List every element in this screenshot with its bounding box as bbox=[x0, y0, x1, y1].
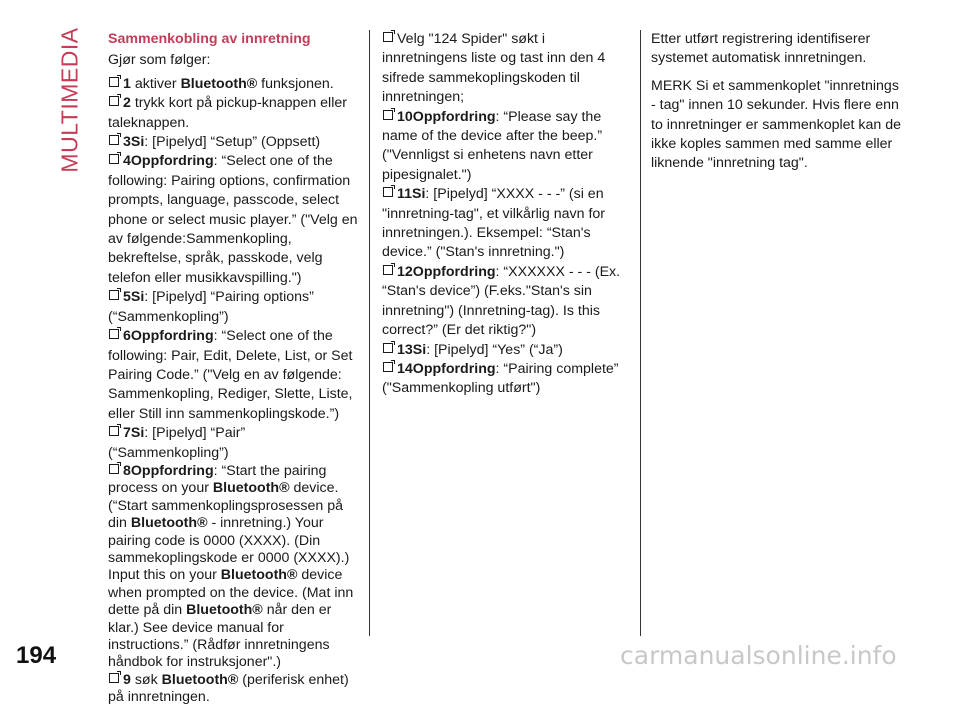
intro-text: Gjør som følger: bbox=[108, 52, 211, 69]
step-6: 6Oppfordring: “Select one of the following: Pair, Edit, Delete, List, or Set Pairing Code.” ("Velg en av følgende: Sammenkopling, Rediger, Slette, Liste, eller Still inn sammenkoplingskode.”) bbox=[108, 328, 353, 422]
section-title-text: MULTIMEDIA bbox=[56, 27, 83, 173]
step-14: 14Oppfordring: “Pairing complete” ("Sammenkopling utført") bbox=[382, 360, 619, 397]
step-box-icon bbox=[383, 362, 393, 372]
step-11: 11Si: [Pipelyd] “XXXX - - -” (si en "innretning-tag", et vilkårlig navn for innretningen.). Eksempel: “Stan's device.” ("Stan's innretning.") bbox=[382, 186, 605, 261]
step-9: 9 søk Bluetooth® (periferisk enhet) på innretningen. bbox=[108, 671, 349, 706]
section-heading: Sammenkobling av innretning bbox=[108, 31, 311, 47]
step-5: 5Si: [Pipelyd] “Pairing options” (“Sammenkopling”) bbox=[108, 289, 314, 325]
section-title-vertical bbox=[50, 27, 90, 173]
step-12: 12Oppfordring: “XXXXXX - - - (Ex. “Stan's device”) (F.eks."Stan's sin innretning") (Innretning-tag). Is this correct?” (Er det riktig?") bbox=[382, 263, 621, 339]
step-box-icon bbox=[383, 343, 393, 353]
step-8: 8Oppfordring: “Start the pairing process on your Bluetooth® device. (“Start sammenkoplingsprosessen på din Bluetooth® - innretning.) Your pairing code is 0000 (XXXX). (Din sammekoplingskode er 0000 (XXXX).) Input this on your Bluetooth® device when prompted on the device. (Mat inn dette på din Bluetooth® når den er klar.) See device manual for instructions.” (Rådfør innretningens håndbok for instruksjoner".) bbox=[108, 462, 354, 671]
step-13: 13Si: [Pipelyd] “Yes” (“Ja”) bbox=[382, 341, 628, 360]
text-column-3 bbox=[651, 30, 905, 178]
step-box-icon bbox=[383, 110, 393, 120]
step-box-icon bbox=[109, 290, 119, 300]
step-box-icon bbox=[109, 96, 119, 106]
step-box-icon bbox=[109, 426, 119, 436]
column-divider-1 bbox=[369, 30, 370, 636]
step-2: 2 trykk kort på pickup-knappen eller taleknappen. bbox=[108, 95, 347, 131]
column-divider-2 bbox=[640, 30, 641, 636]
step-1: 1 aktiver Bluetooth® funksjonen. bbox=[108, 75, 358, 94]
text-column-1 bbox=[108, 30, 358, 707]
step-9-continued: Velg "124 Spider" søkt i innretningens liste og tast inn den 4 sifrede sammekoplingskoden til innretningen; bbox=[382, 31, 606, 106]
step-box-icon bbox=[109, 329, 119, 339]
step-7: 7Si: [Pipelyd] “Pair” (“Sammenkopling”) bbox=[108, 425, 246, 461]
step-box-icon bbox=[109, 135, 119, 145]
step-box-icon bbox=[383, 265, 393, 275]
step-box-icon bbox=[383, 187, 393, 197]
watermark: carmanualsonline.info bbox=[620, 641, 897, 670]
step-3: 3Si: [Pipelyd] “Setup” (Oppsett) bbox=[108, 133, 358, 152]
step-10: 10Oppfordring: “Please say the name of the device after the beep.” ("Vennligst si enhetens navn etter pipesignalet.") bbox=[382, 108, 603, 183]
merk-note: MERK Si et sammenkoplet "innretnings - tag" innen 10 sekunder. Hvis flere enn to innretninger er sammenkoplet kan de ikke koples sammen med samme eller liknende "innretning tag". bbox=[651, 77, 901, 172]
step-box-icon bbox=[383, 32, 393, 42]
step-box-icon bbox=[109, 77, 119, 87]
step-4: 4Oppfordring: “Select one of the following: Pairing options, confirmation prompts, language, passcode, select phone or select music player.” ("Velg en av følgende:Sammenkopling, bekreftelse, språk, passkode, velg telefon eller musikkavspilling.") bbox=[108, 153, 358, 286]
page-number: 194 bbox=[16, 642, 57, 669]
text-column-2 bbox=[382, 30, 628, 399]
step-box-icon bbox=[109, 464, 119, 474]
step-box-icon bbox=[109, 154, 119, 164]
registration-note: Etter utført registrering identifiserer systemet automatisk innretningen. bbox=[651, 31, 871, 67]
